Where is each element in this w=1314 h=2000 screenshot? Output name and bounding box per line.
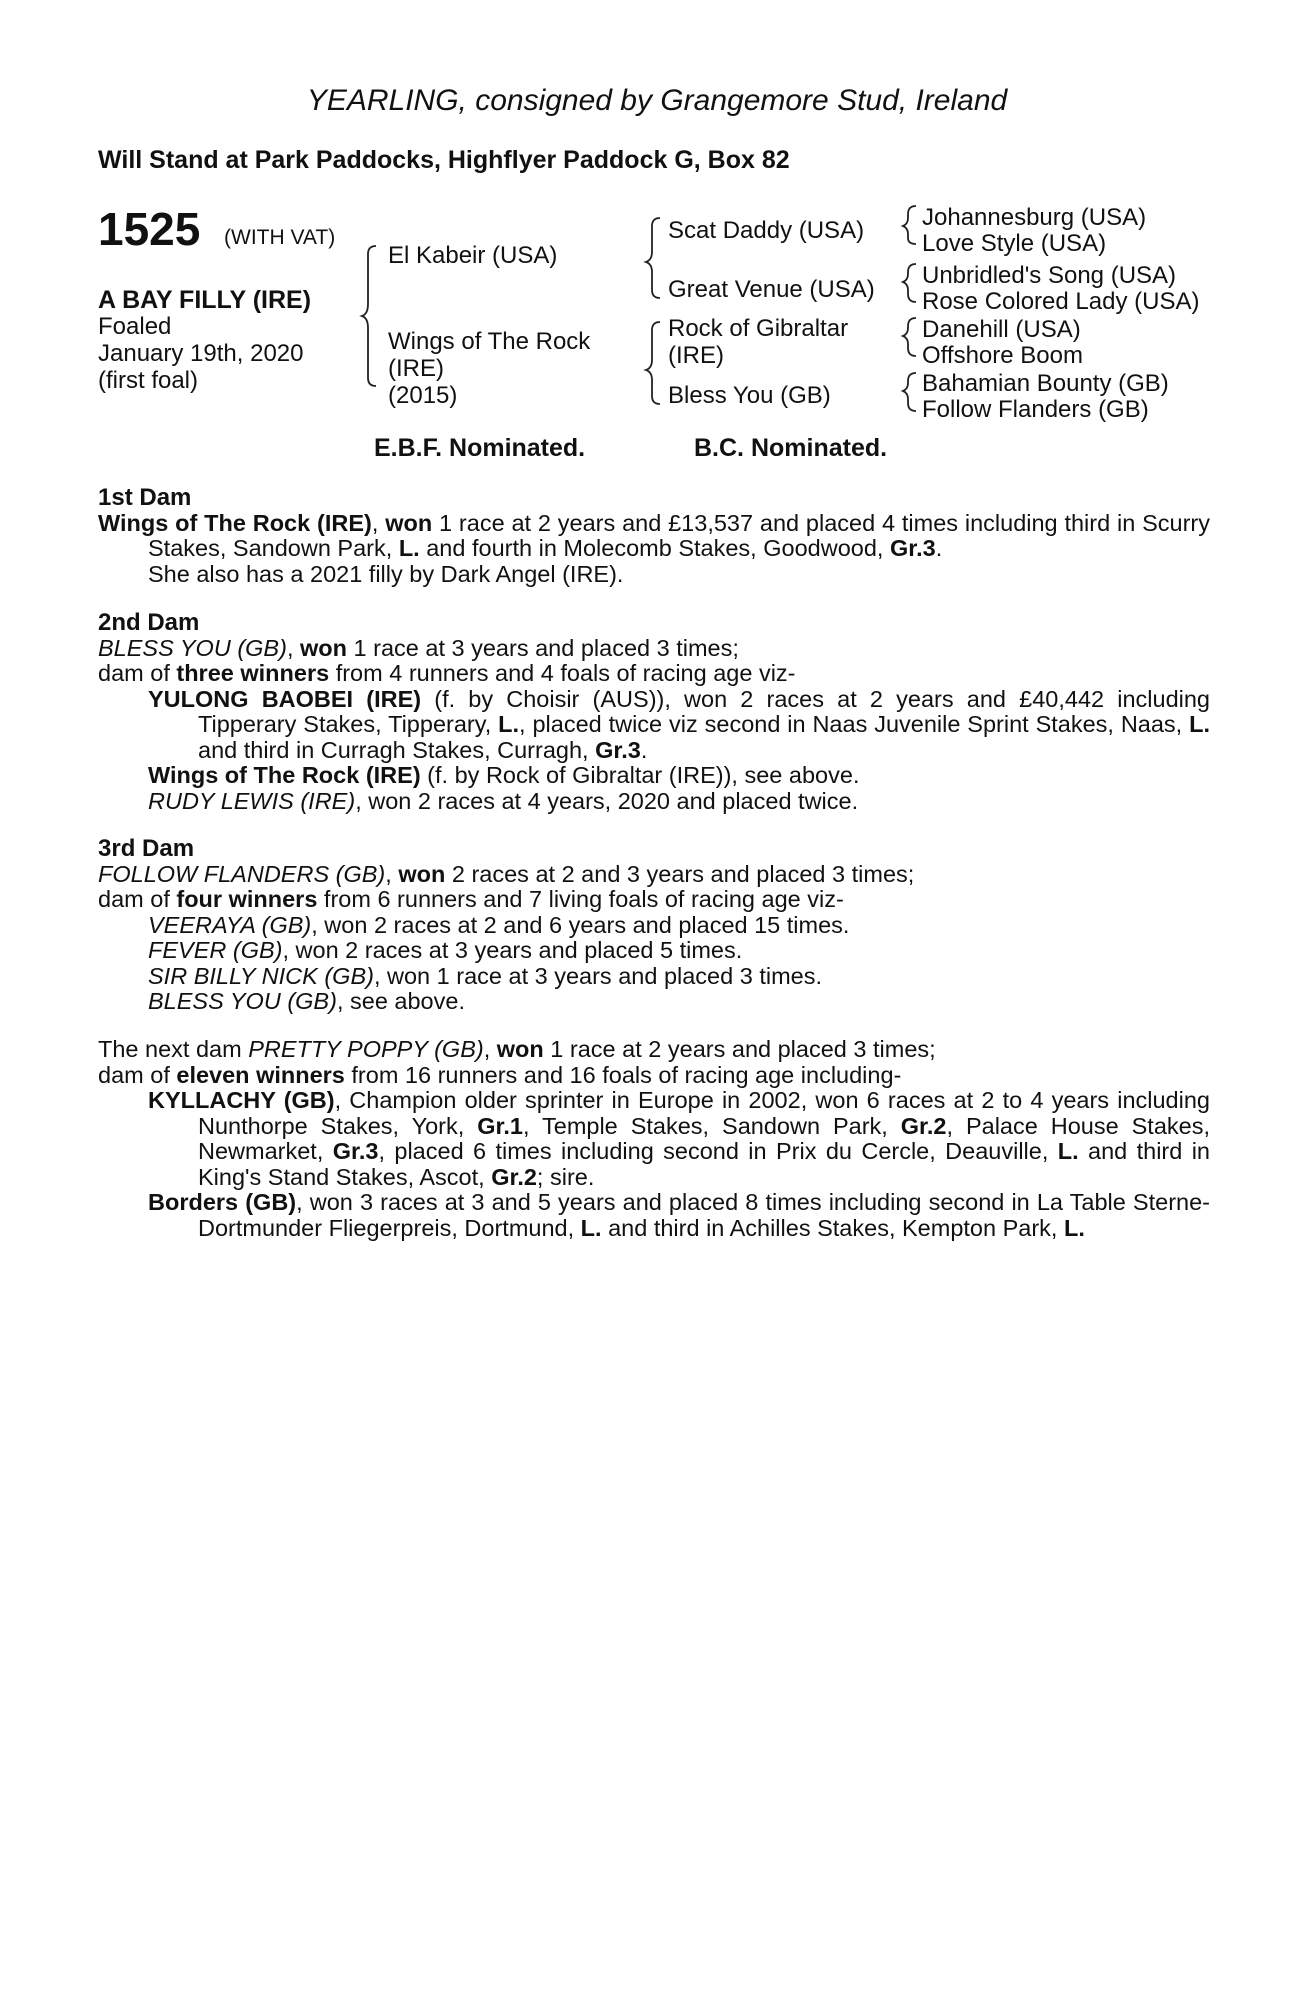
pedigree-dam-dam: Bless You (GB) — [668, 382, 831, 409]
progeny-text: , placed twice viz second in Naas Juvenile Sprint Stakes, Naas, — [519, 711, 1190, 737]
listed-label: L. — [1189, 711, 1210, 737]
won-label: won — [300, 634, 347, 661]
pedigree-sds: Unbridled's Song (USA) — [922, 262, 1177, 289]
listed-label: L. — [1057, 1138, 1079, 1164]
pedigree-sire-dam: Great Venue (USA) — [668, 276, 875, 303]
pedigree-dds: Bahamian Bounty (GB) — [922, 370, 1169, 397]
progeny-name: FEVER (GB) — [148, 937, 283, 963]
dam-of-label: dam of — [98, 660, 177, 686]
third-dam-name: FOLLOW FLANDERS (GB) — [98, 860, 386, 887]
progeny-name: RUDY LEWIS (IRE) — [148, 787, 356, 814]
progeny-text: , won 2 races at 4 years, 2020 and placed twice. — [355, 787, 859, 814]
progeny-text: , placed 6 times including second in Prix du Cercle, Deauville, — [378, 1138, 1058, 1164]
next-dam-name: PRETTY POPPY (GB) — [248, 1036, 484, 1062]
first-dam-text: 1 race at 2 years and £13,537 and placed 4 times including third in Scurry Stakes, Sandown Park, — [148, 509, 1210, 561]
progeny-text: , won 2 races at 3 years and placed 5 times. — [282, 937, 743, 963]
second-dam-text: from 4 runners and 4 foals of racing age viz- — [329, 660, 796, 686]
first-dam-text: and fourth in Molecomb Stakes, Goodwood, — [419, 535, 890, 561]
progeny-name: BLESS YOU (GB) — [148, 988, 337, 1014]
pedigree-dam-line2: (IRE) — [388, 355, 444, 382]
progeny-text: and third in Curragh Stakes, Curragh, — [198, 736, 596, 763]
progeny-text: (f. by Choisir (AUS)), won 2 races at 2 years and £40,442 including Tipperary Stakes, Tipperary, — [198, 685, 1210, 737]
pedigree-dam-line3: (2015) — [388, 382, 458, 409]
progeny-text: , see above. — [336, 988, 465, 1014]
progeny-text: , won 3 races at 3 and 5 years and placed 8 times including second in La Table Sterne-Dortmunder Fliegerpreis, Dortmund, — [198, 1189, 1210, 1241]
listed-label: L. — [498, 711, 520, 737]
won-label: won — [385, 509, 433, 536]
progeny-text: , Champion older sprinter in Europe in 2002, won 6 races at 2 to 4 years including Nunthorpe Stakes, York, — [198, 1087, 1210, 1139]
lot-number: 1525 — [98, 203, 201, 255]
winners-count: four winners — [176, 886, 318, 912]
listed-label: L. — [580, 1214, 602, 1241]
pedigree-sire-sire: Scat Daddy (USA) — [668, 217, 865, 244]
winners-count: eleven winners — [176, 1061, 345, 1088]
group-label: Gr.1 — [477, 1112, 523, 1139]
next-dam-section: The next dam PRETTY POPPY (GB), won 1 race at 2 years and placed 3 times; dam of eleven winners from 16 runners and 16 foals of racing age including- KYLLACHY (GB), Champion older sprinter in Europe in 2002, won 6 races at 2 to 4 years including Nunthorpe Stakes, York, Gr.1, Temple Stakes, Sandown Park, Gr.2, Palace House Stakes, Newmarket, Gr.3, placed 6 times including second in Prix du Cercle, Deauville, L. and third in King's Stand Stakes, Ascot, Gr.2; sire. Borders (GB), won 3 races at 3 and 5 years and placed 8 times including second in La Table Sterne-Dortmunder Fliegerpreis, Dortmund, L. and third in Achilles Stakes, Kempton Park, L. — [98, 1036, 1211, 1241]
progeny-text: . — [640, 736, 648, 763]
group-label: Gr.2 — [900, 1112, 947, 1139]
pedigree-dam-line1: Wings of The Rock — [388, 328, 591, 355]
vat-note: (WITH VAT) — [224, 226, 336, 249]
third-dam-heading: 3rd Dam — [98, 835, 195, 862]
progeny-text: , Palace House Stakes, Newmarket, — [198, 1112, 1211, 1164]
progeny-name: KYLLACHY (GB) — [148, 1087, 335, 1113]
group-label: Gr.3 — [595, 736, 641, 763]
progeny-text: ; sire. — [536, 1163, 595, 1190]
progeny-name: Wings of The Rock (IRE) — [148, 762, 421, 788]
progeny-name: VEERAYA (GB) — [148, 911, 312, 938]
first-dam-section: 1st Dam Wings of The Rock (IRE), won 1 race at 2 years and £13,537 and placed 4 times including third in Scurry Stakes, Sandown Park, L. and fourth in Molecomb Stakes, Goodwood, Gr.3. She also has a 2021 filly by Dark Angel (IRE). — [98, 484, 1210, 587]
progeny-text: , Temple Stakes, Sandown Park, — [522, 1112, 901, 1139]
consignment-heading: YEARLING, consigned by Grangemore Stud, Ireland — [306, 84, 1008, 117]
second-dam-name: BLESS YOU (GB) — [98, 634, 287, 661]
progeny-text: and third in Achilles Stakes, Kempton Park, — [601, 1214, 1064, 1241]
listed-label: L. — [398, 535, 420, 561]
pedigree-dam-sire-line2: (IRE) — [668, 342, 724, 369]
won-label: won — [496, 1036, 544, 1062]
pedigree-dam-sire-line1: Rock of Gibraltar — [668, 315, 849, 342]
second-dam-text: 1 race at 3 years and placed 3 times; — [347, 634, 739, 661]
group-label: Gr.2 — [491, 1163, 537, 1190]
dam-of-label: dam of — [98, 1061, 177, 1088]
pedigree-ssd: Love Style (USA) — [922, 230, 1107, 257]
third-dam-section: 3rd Dam FOLLOW FLANDERS (GB), won 2 races at 2 and 3 years and placed 3 times; dam of four winners from 6 runners and 7 living foals of racing age viz- VEERAYA (GB), won 2 races at 2 and 6 years and placed 15 times. FEVER (GB), won 2 races at 3 years and placed 5 times. SIR BILLY NICK (GB), won 1 race at 3 years and placed 3 times. BLESS YOU (GB), see above. — [98, 836, 1210, 1015]
progeny-name: SIR BILLY NICK (GB) — [148, 962, 374, 989]
pedigree-sire: El Kabeir (USA) — [388, 242, 558, 269]
ebf-nominated: E.B.F. Nominated. — [374, 434, 586, 462]
first-dam-text: . — [935, 535, 943, 561]
third-dam-text: 2 races at 2 and 3 years and placed 3 times; — [445, 860, 915, 887]
bc-nominated: B.C. Nominated. — [694, 434, 888, 462]
won-label: won — [398, 860, 446, 887]
first-dam-name: Wings of The Rock (IRE) — [98, 509, 372, 536]
foaled-label: Foaled — [98, 313, 172, 340]
foal-note: (first foal) — [98, 367, 199, 394]
progeny-text: and third in King's Stand Stakes, Ascot, — [198, 1138, 1210, 1190]
next-dam-text: from 16 runners and 16 foals of racing age including- — [344, 1061, 902, 1088]
progeny-name: Borders (GB) — [148, 1189, 297, 1215]
pedigree-dss: Danehill (USA) — [922, 316, 1081, 343]
pedigree-sss: Johannesburg (USA) — [922, 204, 1147, 231]
progeny-name: YULONG BAOBEI (IRE) — [148, 685, 422, 712]
first-dam-foal-note: She also has a 2021 filly by Dark Angel (IRE). — [148, 560, 624, 587]
pedigree-ddd: Follow Flanders (GB) — [922, 396, 1149, 423]
second-dam-heading: 2nd Dam — [98, 609, 200, 636]
group-label: Gr.3 — [889, 535, 936, 561]
second-dam-section: 2nd Dam BLESS YOU (GB), won 1 race at 3 years and placed 3 times; dam of three winners from 4 runners and 4 foals of racing age viz- YULONG BAOBEI (IRE) (f. by Choisir (AUS)), won 2 races at 2 years and £40,442 including Tipperary Stakes, Tipperary, L., placed twice viz second in Naas Juvenile Sprint Stakes, Naas, L. and third in Curragh Stakes, Curragh, Gr.3. Wings of The Rock (IRE) (f. by Rock of Gibraltar (IRE)), see above. RUDY LEWIS (IRE), won 2 races at 4 years, 2020 and placed twice. — [98, 609, 1210, 814]
pedigree-sdd: Rose Colored Lady (USA) — [922, 288, 1200, 315]
progeny-text: (f. by Rock of Gibraltar (IRE)), see above. — [420, 762, 860, 788]
next-dam-intro: The next dam — [98, 1036, 249, 1062]
stand-location: Will Stand at Park Paddocks, Highflyer Paddock G, Box 82 — [98, 146, 790, 174]
group-label: Gr.3 — [332, 1138, 379, 1164]
pedigree-dsd: Offshore Boom — [922, 342, 1083, 369]
third-dam-text: from 6 runners and 7 living foals of racing age viz- — [317, 886, 844, 912]
winners-count: three winners — [176, 660, 330, 686]
first-dam-heading: 1st Dam — [98, 484, 192, 511]
dam-of-label: dam of — [98, 886, 177, 912]
listed-label: L. — [1063, 1214, 1085, 1241]
horse-name: A BAY FILLY (IRE) — [98, 286, 312, 314]
next-dam-text: 1 race at 2 years and placed 3 times; — [543, 1036, 936, 1062]
foaled-date: January 19th, 2020 — [98, 340, 304, 367]
progeny-text: , won 2 races at 2 and 6 years and placed 15 times. — [311, 911, 850, 938]
progeny-text: , won 1 race at 3 years and placed 3 times. — [373, 962, 823, 989]
